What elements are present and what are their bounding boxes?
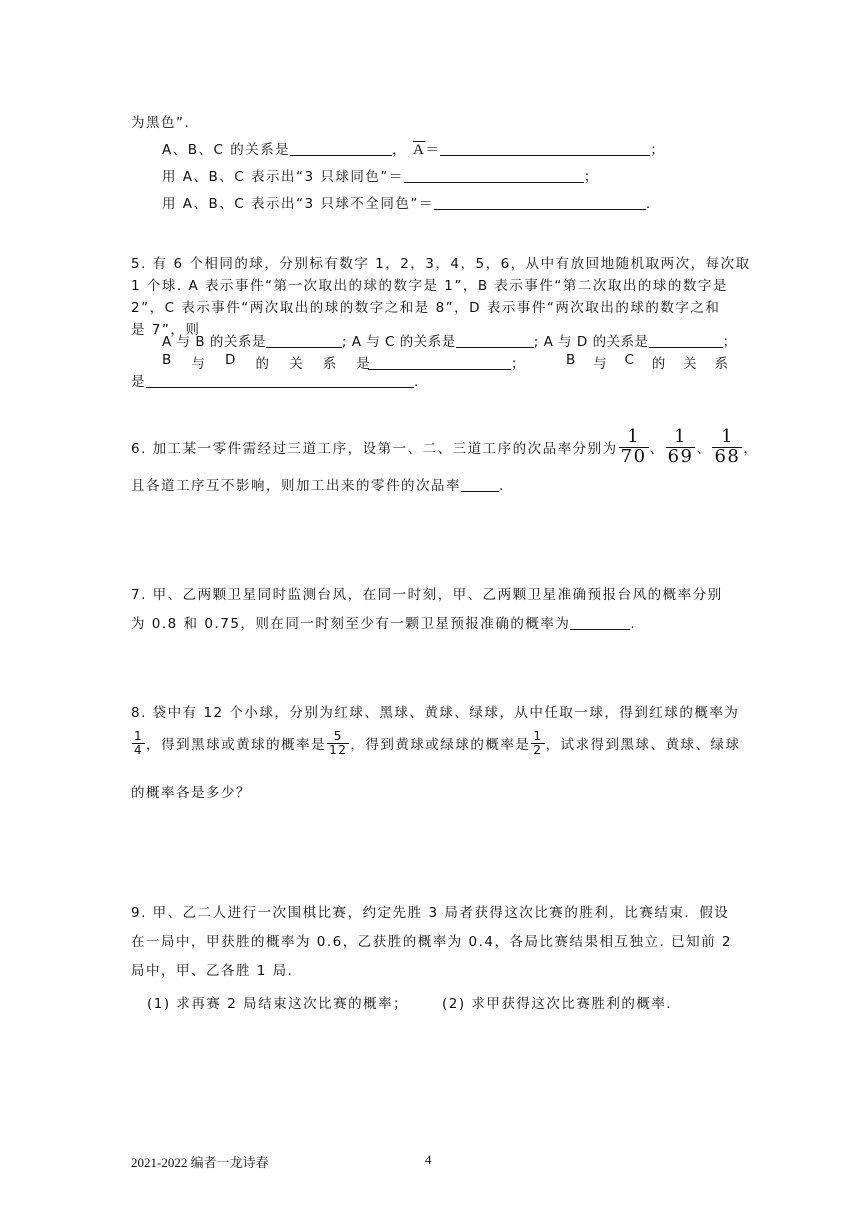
q5-relations-line: A 与 B 的关系是 ; A 与 C 的关系是 ; A 与 D 的关系是 ； [162, 334, 737, 350]
q4-relation-blank [290, 141, 392, 156]
q5-bc-blank [146, 373, 414, 388]
footer-author: 2021-2022 编者一龙诗春 [131, 1155, 269, 1170]
q4-not-same-color-line: 用 A、B、C 表示出“3 只球不全同色”＝ . [162, 196, 652, 212]
q9-line-1: 9. 甲、乙二人进行一次围棋比赛，约定先胜 3 局者获得这次比赛的胜利，比赛结束．假设 [131, 905, 730, 921]
q4-not-same-color-blank [434, 195, 646, 210]
q6-line-1: 6. 加工某一零件需经过三道工序，设第一、二、三道工序的次品率分别为 $\frac{1}{70}$ 、 $\frac{1}{69}$ 、 $\frac{1}{68}$ ， [131, 426, 759, 467]
q6-fraction-2: $\frac{1}{69}$ [667, 426, 694, 467]
q6-line-2: 且各道工序互不影响，则加工出来的零件的次品率 . [131, 478, 505, 494]
q8-fraction-yellow-green: $\frac{1}{2}$ [533, 729, 543, 757]
q6-blank [461, 477, 499, 492]
q9-part-2: (2) 求甲获得这次比赛胜利的概率. [442, 996, 673, 1012]
q5-ad-blank [649, 333, 723, 348]
q4-complement-blank [440, 141, 650, 156]
page-number: 4 [425, 1152, 432, 1167]
q6-fraction-1: $\frac{1}{70}$ [620, 426, 647, 467]
q7-line-1: 7. 甲、乙两颗卫星同时监测台风，在同一时刻，甲、乙两颗卫星准确预报台风的概率分别 [131, 587, 723, 603]
q8-line-2: $\frac{1}{4}$ ，得到黑球或黄球的概率是 $\frac{5}{12}$ ，得到黄球或绿球的概率是 $\frac{1}{2}$ ，试求得到黑球、黄球、绿球 [134, 729, 741, 757]
q8-line-3: 的概率各是多少？ [131, 785, 251, 801]
q4-relation-line: A、B、C 的关系是 ， $\overline{A}=$ ； [162, 142, 666, 158]
q5-ab-blank [266, 333, 342, 348]
q9-line-3: 局中，甲、乙各胜 1 局. [131, 963, 294, 979]
q5-line-3: 2”，C 表示事件“两次取出的球的数字之和是 8”，D 表示事件“两次取出的球的数字之和 [131, 300, 721, 316]
q8-fraction-red: $\frac{1}{4}$ [134, 729, 144, 757]
q5-line-2: 1 个球. A 表示事件“第一次取出的球的数字是 1”，B 表示事件“第二次取出的球的数字是 [131, 278, 728, 294]
q4-same-color-blank [404, 168, 584, 183]
q6-fraction-3: $\frac{1}{68}$ [714, 426, 741, 467]
q5-bc-label: B 与 C 的 关 系 [566, 352, 728, 372]
q4-relation-label: A、B、C 的关系是 [162, 142, 291, 158]
q8-fraction-black-yellow: $\frac{5}{12}$ [329, 729, 348, 757]
q5-line-1: 5. 有 6 个相同的球，分别标有数字 1，2，3，4，5，6，从中有放回地随机取两次，每次取 [131, 256, 751, 272]
q4-not-same-color-label: 用 A、B、C 表示出“3 只球不全同色”＝ [162, 196, 434, 212]
q5-ac-blank [456, 333, 534, 348]
q4-same-color-label: 用 A、B、C 表示出“3 只球同色”＝ [162, 169, 404, 185]
q7-blank [570, 615, 630, 630]
q5-line-4: 是 7”，则 [131, 322, 201, 338]
q4-continuation: 为黑色”. [131, 115, 191, 131]
q5-bd-label: B 与 D 的 关 系 是 [162, 352, 370, 372]
q9-part-1: (1) 求再赛 2 局结束这次比赛的概率； [147, 996, 409, 1012]
q7-line-2: 为 0.8 和 0.75，则在同一时刻至少有一颗卫星预报准确的概率为 . [131, 616, 637, 632]
q8-line-1: 8. 袋中有 12 个小球，分别为红球、黑球、黄球、绿球，从中任取一球，得到红球的概率为 [131, 705, 740, 721]
q4-a-complement: $\overline{A}$ [413, 142, 426, 158]
q4-same-color-line: 用 A、B、C 表示出“3 只球同色”＝ ； [162, 169, 599, 185]
q9-line-2: 在一局中，甲获胜的概率为 0.6，乙获胜的概率为 0.4，各局比赛结果相互独立. 已知前 2 [131, 934, 732, 950]
q5-bd-blank [368, 355, 511, 370]
